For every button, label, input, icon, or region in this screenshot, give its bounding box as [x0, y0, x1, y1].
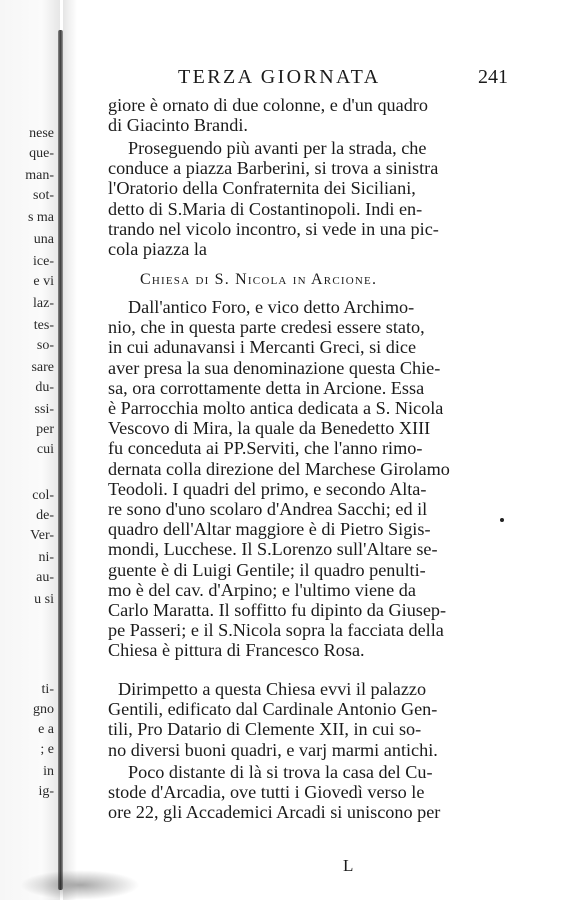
- text-line: Dall'antico Foro, e vico detto Archimo-: [128, 297, 415, 317]
- paragraph-1: [108, 95, 508, 135]
- text-line: Vescovo di Mira, la quale da Benedetto XIII: [108, 418, 431, 439]
- facing-page-fragment: so-: [36, 338, 54, 353]
- text-line: no diversi buoni quadri, e varj marmi antichi.: [108, 739, 438, 760]
- facing-page-fragment: que-: [29, 146, 54, 161]
- text-line: cola piazza la: [108, 239, 207, 260]
- text-line: aver presa la sua denominazione questa Chie-: [108, 357, 441, 378]
- facing-page-fragment: ssi-: [34, 402, 54, 417]
- facing-page-fragment: Ver-: [30, 528, 54, 543]
- page-smudge: [20, 870, 140, 900]
- paragraph-5: [108, 762, 508, 823]
- text-line: Proseguendo più avanti per la strada, che: [128, 138, 427, 158]
- section-heading: Chiesa di S. Nicola in Arcione.: [140, 271, 378, 288]
- ink-speck: [500, 518, 504, 522]
- text-line: in cui adunavansi i Mercanti Greci, si dice: [108, 337, 417, 358]
- text-line: pe Passeri; e il S.Nicola sopra la facciata della: [108, 620, 444, 641]
- facing-page-fragment: ice-: [33, 254, 54, 269]
- facing-page-fragment: ni-: [38, 550, 54, 565]
- facing-page-fragment: e vi: [33, 274, 54, 289]
- text-line: detto di S.Maria di Costantinopoli. Indi en-: [108, 198, 423, 219]
- text-line: Poco distante di là si trova la casa del Cu-: [128, 762, 433, 782]
- text-line: nio, che in questa parte credesi essere stato,: [108, 317, 425, 338]
- text-line: sa, ora corrottamente detta in Arcione. Essa: [108, 377, 425, 398]
- facing-page-fragment: s ma: [27, 210, 54, 225]
- paragraph-4: [108, 679, 508, 760]
- text-line: giore è ornato di due colonne, e d'un quadro: [108, 95, 428, 115]
- page-number: 241: [478, 66, 508, 88]
- text-line: di Giacinto Brandi.: [108, 115, 248, 136]
- facing-page-fragment: du-: [35, 380, 54, 395]
- facing-page-fragment: au-: [36, 570, 54, 585]
- text-line: Dirimpetto a questa Chiesa evvi il palazzo: [118, 679, 427, 699]
- signature-mark: L: [343, 856, 354, 875]
- running-head-title: TERZA GIORNATA: [178, 66, 381, 88]
- gutter-shadow: [63, 0, 77, 900]
- text-line: mondi, Lucchese. Il S.Lorenzo sull'Altare se-: [108, 539, 438, 560]
- facing-page-fragment: una: [33, 232, 54, 247]
- facing-page-fragment: de-: [36, 508, 54, 523]
- text-line: Carlo Maratta. Il soffitto fu dipinto da Giusep-: [108, 600, 447, 621]
- text-line: trando nel vicolo incontro, si vede in una pic-: [108, 218, 439, 239]
- text-line: stode d'Arcadia, ove tutti i Giovedì verso le: [108, 782, 425, 803]
- facing-page-fragment: sare: [31, 360, 54, 375]
- text-line: tili, Pro Datario di Clemente XII, in cui so-: [108, 719, 422, 740]
- facing-page-fragment: ; e: [40, 742, 54, 757]
- facing-page-fragment: cui: [36, 442, 54, 457]
- facing-page-fragment: ti-: [41, 682, 54, 697]
- facing-page-fragment: sot-: [33, 188, 54, 203]
- text-line: dernata colla direzione del Marchese Girolamo: [108, 458, 450, 479]
- facing-page-fragment: u si: [34, 592, 54, 607]
- facing-page-fragment: in: [43, 764, 54, 779]
- facing-page-fragment: e a: [38, 722, 54, 737]
- facing-page-fragment: ig-: [38, 784, 54, 799]
- facing-page-fragment: nese: [29, 126, 54, 141]
- facing-page-fragment: tes-: [33, 318, 54, 333]
- paragraph-2: [108, 138, 508, 259]
- text-line: re sono d'uno scolaro d'Andrea Sacchi; ed il: [108, 499, 428, 520]
- text-line: l'Oratorio della Confraternita dei Siciliani,: [108, 178, 416, 199]
- facing-page-fragment: man-: [25, 168, 54, 183]
- facing-page-fragment: gno: [33, 702, 54, 717]
- paragraph-3: [108, 297, 508, 661]
- facing-page-fragment: per: [36, 422, 54, 437]
- text-line: fu conceduta ai PP.Serviti, che l'anno rimo-: [108, 438, 423, 459]
- facing-page-edge: [0, 0, 60, 900]
- running-head: [178, 66, 508, 94]
- facing-page-fragment: laz-: [33, 296, 54, 311]
- facing-page-fragment: col-: [32, 488, 54, 503]
- text-line: è Parrocchia molto antica dedicata a S. Nicola: [108, 398, 444, 419]
- text-line: Gentili, edificato dal Cardinale Antonio Gen-: [108, 699, 438, 720]
- text-line: guente è di Luigi Gentile; il quadro penulti-: [108, 559, 426, 580]
- text-line: quadro dell'Altar maggiore è di Pietro Sigis-: [108, 519, 431, 540]
- text-line: mo è del cav. d'Arpino; e l'ultimo viene da: [108, 579, 416, 600]
- text-line: ore 22, gli Accademici Arcadi si uniscono per: [108, 802, 441, 823]
- text-line: Chiesa è pittura di Francesco Rosa.: [108, 640, 365, 661]
- text-line: conduce a piazza Barberini, si trova a sinistra: [108, 158, 439, 179]
- text-line: Teodoli. I quadri del primo, e secondo Alta-: [108, 478, 427, 499]
